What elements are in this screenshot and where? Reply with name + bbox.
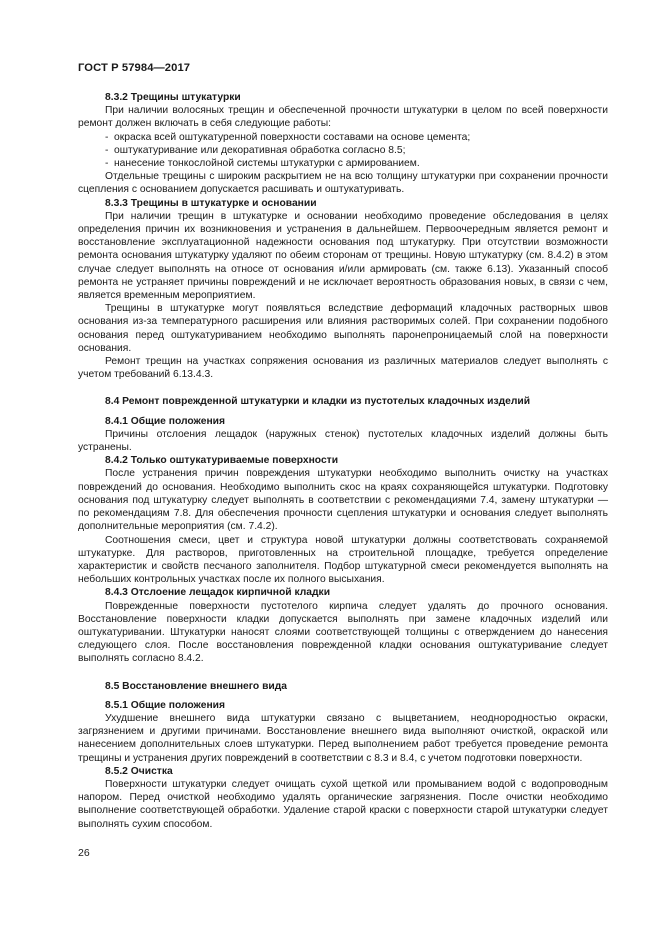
section-8-5-title: 8.5 Восстановление внешнего вида <box>105 680 287 692</box>
section-8-4-1-paragraph: Причины отслоения лещадок (наружных стенок) пустотелых кладочных изделий должны быть устранены. <box>78 428 608 454</box>
dash-marker: - <box>105 144 109 156</box>
dash-marker: - <box>105 131 109 143</box>
section-8-4-2-title: 8.4.2 Только оштукатуриваемые поверхности <box>105 455 339 467</box>
section-8-3-3-paragraph-1: При наличии трещин в штукатурке и основании необходимо проведение обследования в целях определения причин их возникновения и устранения в дальнейшем. Первоочередным является ремонт и восстановление эксплуатационной надежности основания под штукатурку. При отсутствии возможности ремонта основания штукатурку удаляют по обеим сторонам от трещины. Новую штукатурку (см. 8.4.2) в этом случае следует выполнять на относе от основания и/или армировать (см. также 6.13). Указанный способ ремонта не устраняет причины повреждений и не исключает вероятность образования новых, в связи с чем, является временным мероприятием. <box>78 210 608 302</box>
section-8-4-3-title: 8.4.3 Отслоение лещадок кирпичной кладки <box>105 587 331 599</box>
list-item-text: окраска всей оштукатуренной поверхности составами на основе цемента; <box>114 131 471 143</box>
section-8-4-2-paragraph-1: После устранения причин повреждения штукатурки необходимо выполнить очистку на участках повреждений до основания. Необходимо выполнить скос на краях сохраняющейся штукатурки. Подготовку основания под штукатурку следует выполнять в соответствии с рекомендациями 7.4, замену штукатурки — по рекомендациям 7.8. Для обеспечения прочности сцепления штукатурки и основания следует выполнять дополнительные мероприятия (см. 7.4.2). <box>78 468 608 533</box>
section-8-5-2-paragraph: Поверхности штукатурки следует очищать сухой щеткой или промыванием водой с водопроводным напором. Перед очисткой необходимо удалять органические загрязнения. После очистки необходимо выполнение соответствующей обработки. Удаление старой краски с поверхности старой штукатурки следует выполнять сухим способом. <box>78 778 608 830</box>
section-8-5-1-paragraph: Ухудшение внешнего вида штукатурки связано с выцветанием, неоднородностью окраски, загрязнением и другими причинами. Восстановление внешнего вида выполняют очисткой, окраской или нанесением дополнительных слоев штукатурки. Перед выполнением работ требуется проведение ремонта трещины и устранения других повреждений в соответствии с 8.3 и 8.4, с учетом подготовки поверхности. <box>78 712 608 764</box>
section-8-3-2-intro: При наличии волосяных трещин и обеспеченной прочности штукатурки в целом по всей поверхности ремонт должен включать в себя следующие работы: <box>78 105 608 130</box>
section-8-4-2-paragraph-2: Соотношения смеси, цвет и структура новой штукатурки должны соответствовать сохраняемой штукатурке. Для растворов, приготовленных на строительной площадке, требуется определение характеристик и свойств песчаного заполнителя. Подбор штукатурной смеси рекомендуется выполнять на небольших контрольных участках после их полного высыхания. <box>78 534 608 586</box>
dash-marker: - <box>105 158 109 170</box>
section-8-5-2-title: 8.5.2 Очистка <box>105 765 173 777</box>
section-8-3-2-paragraph: Отдельные трещины с широким раскрытием не на всю толщину штукатурки при сохранении прочности сцепления с основанием допускается расшивать и оштукатуривать. <box>78 171 608 196</box>
section-8-3-2-title: 8.3.2 Трещины штукатурки <box>105 92 241 103</box>
section-8-4-3-paragraph: Поврежденные поверхности пустотелого кирпича следует удалять до прочного основания. Восстановление поверхности кладки допускается выполнять при замене кладочных изделий или оштукатуривании. Штукатурки наносят слоями соответствующей толщины с отверждением до нанесения следующего слоя. После восстановления поврежденной кладки основания оштукатуривание следует выполнять согласно 8.4.2. <box>78 600 608 665</box>
list-item <box>78 144 608 157</box>
list-item-text: нанесение тонкослойной системы штукатурки с армированием. <box>114 158 420 170</box>
section-8-4-title: 8.4 Ремонт поврежденной штукатурки и кладки из пустотелых кладочных изделий <box>105 396 531 408</box>
document-body <box>78 91 608 831</box>
section-8-5-1-title: 8.5.1 Общие положения <box>105 699 225 711</box>
list-item <box>78 157 608 170</box>
section-8-3-3-paragraph-2: Трещины в штукатурке могут появляться вследствие деформаций кладочных растворных швов основания из-за температурного расширения или влияния растворимых солей. При сохранении подобного основания перед оштукатуриванием необходимо выполнять паронепроницаемый слой на поверхности основания. <box>78 303 608 354</box>
document-header: ГОСТ Р 57984—2017 <box>78 62 191 74</box>
page-number: 26 <box>78 847 90 859</box>
section-8-3-3-title: 8.3.3 Трещины в штукатурке и основании <box>105 197 317 209</box>
section-8-3-3-paragraph-3: Ремонт трещин на участках сопряжения основания из различных материалов следует выполнять с учетом требований 6.13.4.3. <box>78 356 608 381</box>
list-item-text: оштукатуривание или декоративная обработка согласно 8.5; <box>114 144 406 156</box>
section-8-4-1-title: 8.4.1 Общие положения <box>105 415 225 427</box>
list-item <box>78 131 608 144</box>
